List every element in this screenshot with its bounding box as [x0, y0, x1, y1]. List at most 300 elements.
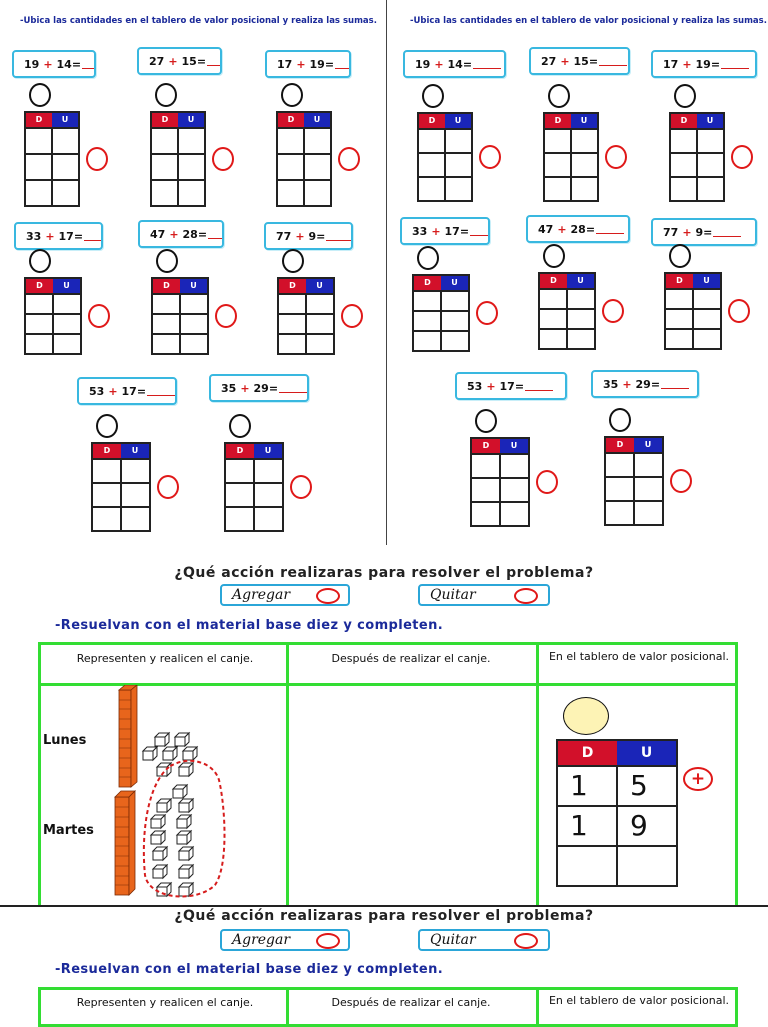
tens-cell[interactable]	[278, 155, 303, 179]
unit-cube	[179, 883, 193, 896]
tens-cell[interactable]	[419, 154, 444, 176]
activity-subtitle: -Resuelvan con el material base diez y completen.	[55, 962, 444, 977]
carry-circle[interactable]	[543, 244, 565, 268]
tens-cell[interactable]	[153, 335, 179, 353]
board-row	[419, 128, 471, 152]
tens-cell[interactable]	[26, 335, 52, 353]
result-circle[interactable]	[479, 145, 501, 169]
units-cell[interactable]	[444, 178, 471, 200]
board-header	[278, 113, 330, 127]
question-text: ¿Qué acción realizaras para resolver el problema?	[174, 565, 594, 581]
carry-circle[interactable]	[281, 83, 303, 107]
tens-cell[interactable]	[545, 130, 570, 152]
answer-oval[interactable]	[563, 697, 609, 735]
units-cell[interactable]	[440, 292, 468, 310]
units-header: U	[445, 114, 471, 128]
units-cell[interactable]	[440, 332, 468, 350]
tens-cell[interactable]	[472, 479, 499, 501]
unit-cubes	[143, 733, 197, 896]
answer-blank[interactable]	[82, 60, 94, 69]
carry-circle[interactable]	[156, 249, 178, 273]
result-circle[interactable]	[338, 147, 360, 171]
remove-option-button[interactable]	[418, 584, 550, 606]
units-cell[interactable]: 5	[616, 767, 676, 805]
base-ten-blocks	[107, 685, 307, 907]
tens-cell[interactable]	[26, 129, 51, 153]
place-value-board	[538, 272, 596, 350]
units-cell[interactable]	[51, 129, 78, 153]
board-header	[540, 274, 594, 288]
place-value-board	[150, 111, 206, 207]
addend-b: 17=	[121, 384, 147, 398]
board-row	[279, 293, 333, 313]
instruction-text: -Ubica las cantidades en el tablero de valor posicional y realiza las sumas.	[20, 16, 377, 26]
units-cell[interactable]	[499, 503, 528, 525]
tens-cell[interactable]	[226, 508, 253, 530]
problem-box	[400, 217, 490, 245]
units-cell[interactable]	[570, 154, 597, 176]
plus-operator: +	[431, 224, 441, 238]
tens-cell[interactable]	[278, 181, 303, 205]
table-divider	[536, 990, 539, 1024]
place-value-board	[470, 437, 530, 527]
units-header: U	[121, 444, 149, 458]
units-cell[interactable]	[692, 330, 720, 348]
units-cell[interactable]	[51, 155, 78, 179]
board-row	[26, 179, 78, 205]
units-cell[interactable]	[566, 310, 594, 328]
units-cell[interactable]	[305, 295, 333, 313]
answer-blank[interactable]	[207, 57, 220, 66]
addend-b: 29=	[253, 381, 279, 395]
tens-header: D	[558, 741, 617, 765]
answer-blank[interactable]	[525, 382, 553, 391]
units-cell[interactable]	[120, 460, 149, 482]
tens-cell[interactable]	[545, 154, 570, 176]
tens-cell[interactable]	[540, 310, 566, 328]
units-cell[interactable]	[52, 315, 80, 333]
unit-cube	[153, 847, 167, 860]
carry-circle[interactable]	[609, 408, 631, 432]
table-row	[558, 805, 676, 845]
unit-cube	[173, 785, 187, 798]
result-circle[interactable]	[88, 304, 110, 328]
place-value-board	[24, 277, 82, 355]
tens-header: D	[414, 276, 441, 290]
carry-circle[interactable]	[475, 409, 497, 433]
units-cell[interactable]	[696, 178, 723, 200]
units-cell[interactable]	[692, 290, 720, 308]
tens-cell[interactable]	[153, 295, 179, 313]
board-row	[26, 153, 78, 179]
units-header: U	[180, 279, 207, 293]
tens-cell[interactable]	[152, 181, 177, 205]
units-cell[interactable]	[52, 295, 80, 313]
day-label-martes: Martes	[43, 823, 94, 838]
units-cell[interactable]	[253, 484, 282, 506]
tens-cell[interactable]	[540, 290, 566, 308]
board-row	[278, 153, 330, 179]
units-cell[interactable]: 9	[616, 807, 676, 845]
tens-cell[interactable]	[226, 484, 253, 506]
tens-cell[interactable]	[93, 484, 120, 506]
problem-box	[209, 374, 309, 402]
tens-cell[interactable]: 1	[570, 809, 588, 842]
units-header: U	[254, 444, 282, 458]
plus-operator: +	[43, 57, 53, 71]
day-label-lunes: Lunes	[43, 733, 87, 748]
units-cell[interactable]	[570, 130, 597, 152]
units-cell[interactable]	[177, 155, 204, 179]
addend-b: 14=	[56, 57, 82, 71]
answer-blank[interactable]	[335, 60, 349, 69]
tens-cell[interactable]	[414, 292, 440, 310]
table-row	[558, 765, 676, 805]
answer-blank[interactable]	[279, 384, 307, 393]
addend-a: 47	[538, 222, 554, 236]
board-row	[279, 313, 333, 333]
board-row	[278, 179, 330, 205]
problem-box	[138, 220, 224, 248]
tens-cell[interactable]	[93, 460, 120, 482]
units-cell[interactable]	[253, 508, 282, 530]
tens-cell[interactable]	[545, 178, 570, 200]
tens-header: D	[419, 114, 445, 128]
units-cell[interactable]	[444, 154, 471, 176]
tens-cell[interactable]	[26, 295, 52, 313]
addend-b: 28=	[570, 222, 596, 236]
units-cell[interactable]	[179, 295, 207, 313]
tens-cell[interactable]	[472, 503, 499, 525]
board-row	[545, 152, 597, 176]
problem-box	[651, 50, 757, 78]
tens-cell[interactable]	[93, 508, 120, 530]
tens-cell[interactable]	[666, 330, 692, 348]
carry-circle[interactable]	[669, 244, 691, 268]
place-value-board	[277, 277, 335, 355]
tens-header: D	[666, 274, 693, 288]
units-cell[interactable]	[444, 130, 471, 152]
board-row	[152, 127, 204, 153]
tens-header: D	[279, 279, 306, 293]
place-value-board	[669, 112, 725, 202]
answer-blank[interactable]	[208, 230, 222, 239]
board-row	[226, 506, 282, 530]
board-header	[545, 114, 597, 128]
add-option-button[interactable]	[220, 584, 350, 606]
units-cell[interactable]	[499, 455, 528, 477]
board-row	[153, 313, 207, 333]
tens-cell[interactable]	[419, 178, 444, 200]
units-cell[interactable]	[696, 154, 723, 176]
tens-cell[interactable]	[666, 290, 692, 308]
addend-b: 9=	[695, 225, 713, 239]
units-header: U	[697, 114, 723, 128]
units-header: U	[634, 438, 662, 452]
tens-cell[interactable]	[152, 155, 177, 179]
units-cell[interactable]	[120, 484, 149, 506]
units-cell[interactable]	[616, 847, 676, 885]
place-value-board	[151, 277, 209, 355]
problem-box	[526, 215, 630, 243]
board-row	[26, 293, 80, 313]
board-header	[472, 439, 528, 453]
unit-cube	[163, 747, 177, 760]
units-header: U	[567, 274, 594, 288]
result-circle[interactable]	[212, 147, 234, 171]
board-row	[472, 453, 528, 477]
board-row	[153, 293, 207, 313]
remove-option-label: Quitar	[430, 932, 476, 948]
unit-cube	[179, 865, 193, 878]
units-cell[interactable]	[303, 155, 330, 179]
tens-cell[interactable]	[606, 454, 633, 476]
problem-box	[651, 218, 757, 246]
remove-option-circle[interactable]	[514, 933, 538, 949]
result-circle[interactable]	[728, 299, 750, 323]
addend-b: 15=	[573, 54, 599, 68]
board-row	[606, 452, 662, 476]
carry-circle[interactable]	[29, 249, 51, 273]
addend-b: 28=	[182, 227, 208, 241]
carry-circle[interactable]	[229, 414, 251, 438]
tens-cell[interactable]	[414, 312, 440, 330]
add-option-circle[interactable]	[316, 933, 340, 949]
board-row	[419, 176, 471, 200]
board-header	[419, 114, 471, 128]
board-row	[419, 152, 471, 176]
board-header	[152, 113, 204, 127]
carry-circle[interactable]	[422, 84, 444, 108]
units-cell[interactable]	[305, 335, 333, 353]
addend-b: 15=	[181, 54, 207, 68]
board-row	[152, 153, 204, 179]
board-row	[606, 500, 662, 524]
carry-circle[interactable]	[548, 84, 570, 108]
units-cell[interactable]	[253, 460, 282, 482]
answer-blank[interactable]	[326, 232, 351, 241]
carry-circle[interactable]	[417, 246, 439, 270]
tens-cell[interactable]	[414, 332, 440, 350]
problem-box	[14, 222, 103, 250]
result-circle[interactable]	[290, 475, 312, 499]
board-row	[279, 333, 333, 353]
board-row	[545, 128, 597, 152]
plus-operator: +	[622, 377, 632, 391]
activity-subtitle: -Resuelvan con el material base diez y completen.	[55, 618, 444, 633]
units-cell[interactable]	[179, 315, 207, 333]
carry-circle[interactable]	[674, 84, 696, 108]
problem-box	[591, 370, 699, 398]
tens-cell[interactable]	[278, 129, 303, 153]
tens-cell[interactable]	[279, 335, 305, 353]
unit-cube	[143, 747, 157, 760]
units-cell[interactable]	[566, 290, 594, 308]
units-cell[interactable]	[499, 479, 528, 501]
plus-operator: +	[45, 229, 55, 243]
units-cell[interactable]	[570, 178, 597, 200]
tens-cell[interactable]	[671, 154, 696, 176]
units-cell[interactable]	[179, 335, 207, 353]
plus-operator: +	[486, 379, 496, 393]
tens-cell[interactable]	[279, 315, 305, 333]
col2-header: Después de realizar el canje.	[331, 652, 491, 665]
add-option-circle[interactable]	[316, 588, 340, 604]
plus-operator: +	[296, 57, 306, 71]
addend-b: 17=	[499, 379, 525, 393]
result-circle[interactable]	[341, 304, 363, 328]
plus-operator: +	[169, 227, 179, 241]
tens-header: D	[606, 438, 634, 452]
result-circle[interactable]	[605, 145, 627, 169]
answer-blank[interactable]	[84, 232, 101, 241]
addend-a: 17	[277, 57, 293, 71]
place-value-board	[604, 436, 664, 526]
units-cell[interactable]	[633, 502, 662, 524]
result-circle[interactable]	[476, 301, 498, 325]
carry-circle[interactable]	[96, 414, 118, 438]
tens-cell[interactable]	[152, 129, 177, 153]
units-cell[interactable]	[303, 181, 330, 205]
board-row	[93, 506, 149, 530]
tens-cell[interactable]	[279, 295, 305, 313]
units-header: U	[571, 114, 597, 128]
board-row	[278, 127, 330, 153]
answer-blank[interactable]	[661, 380, 689, 389]
remove-option-button[interactable]	[418, 929, 550, 951]
carry-circle[interactable]	[155, 83, 177, 107]
addend-a: 35	[603, 377, 619, 391]
place-value-board	[412, 274, 470, 352]
carry-circle[interactable]	[29, 83, 51, 107]
tens-cell[interactable]: 1	[570, 769, 588, 802]
board-row	[472, 477, 528, 501]
tens-header: D	[153, 279, 180, 293]
answer-blank[interactable]	[721, 60, 749, 69]
addend-b: 17=	[444, 224, 470, 238]
units-cell[interactable]	[120, 508, 149, 530]
answer-blank[interactable]	[713, 228, 741, 237]
units-cell[interactable]	[633, 478, 662, 500]
units-cell[interactable]	[303, 129, 330, 153]
tens-cell[interactable]	[472, 455, 499, 477]
remove-option-label: Quitar	[430, 587, 476, 603]
unit-cube	[183, 747, 197, 760]
units-cell[interactable]	[305, 315, 333, 333]
add-option-button[interactable]	[220, 929, 350, 951]
problem-box	[529, 47, 630, 75]
problem-box	[265, 50, 351, 78]
board-header	[279, 279, 333, 293]
answer-blank[interactable]	[147, 387, 175, 396]
tens-cell[interactable]	[153, 315, 179, 333]
addend-a: 53	[467, 379, 483, 393]
result-circle[interactable]	[157, 475, 179, 499]
tens-cell[interactable]	[558, 847, 616, 885]
result-circle[interactable]	[602, 299, 624, 323]
addend-a: 17	[663, 57, 679, 71]
tens-cell[interactable]	[666, 310, 692, 328]
board-row	[93, 482, 149, 506]
board-header	[226, 444, 282, 458]
units-cell[interactable]	[177, 129, 204, 153]
tens-cell[interactable]	[26, 181, 51, 205]
units-header: U	[306, 279, 333, 293]
units-cell[interactable]	[52, 335, 80, 353]
unit-cube	[153, 865, 167, 878]
addend-b: 9=	[308, 229, 326, 243]
tens-cell[interactable]	[606, 478, 633, 500]
answer-blank[interactable]	[473, 60, 501, 69]
board-row	[540, 328, 594, 348]
table-divider	[286, 990, 289, 1024]
tens-cell[interactable]	[226, 460, 253, 482]
carry-circle[interactable]	[282, 249, 304, 273]
units-cell[interactable]	[51, 181, 78, 205]
problem-box	[137, 47, 222, 75]
tens-cell[interactable]	[26, 155, 51, 179]
board-row	[666, 308, 720, 328]
col1-header: Representen y realicen el canje.	[76, 652, 254, 665]
tens-cell[interactable]	[671, 130, 696, 152]
question-text: ¿Qué acción realizaras para resolver el problema?	[174, 908, 594, 924]
units-cell[interactable]	[177, 181, 204, 205]
plus-operator: +	[682, 225, 692, 239]
place-value-board	[543, 112, 599, 202]
unit-cube	[151, 831, 165, 844]
tens-header: D	[26, 279, 53, 293]
result-circle[interactable]	[86, 147, 108, 171]
unit-cube	[179, 763, 193, 776]
units-cell[interactable]	[692, 310, 720, 328]
unit-cube	[179, 847, 193, 860]
place-value-board	[24, 111, 80, 207]
tens-cell[interactable]	[540, 330, 566, 348]
result-circle[interactable]	[536, 470, 558, 494]
tens-header: D	[226, 444, 254, 458]
tens-header: D	[472, 439, 500, 453]
tens-cell[interactable]	[671, 178, 696, 200]
units-cell[interactable]	[566, 330, 594, 348]
board-row	[226, 458, 282, 482]
remove-option-circle[interactable]	[514, 588, 538, 604]
tens-cell[interactable]	[26, 315, 52, 333]
board-row	[26, 333, 80, 353]
tens-header: D	[278, 113, 304, 127]
result-circle[interactable]	[215, 304, 237, 328]
place-value-table	[556, 739, 678, 887]
answer-blank[interactable]	[599, 57, 627, 66]
unit-cube	[151, 815, 165, 828]
units-cell[interactable]	[633, 454, 662, 476]
tens-cell[interactable]	[419, 130, 444, 152]
board-header	[606, 438, 662, 452]
plus-operator: +	[557, 222, 567, 236]
tens-cell[interactable]	[606, 502, 633, 524]
result-circle[interactable]	[670, 469, 692, 493]
units-header: U	[53, 279, 80, 293]
answer-blank[interactable]	[596, 225, 624, 234]
board-header	[93, 444, 149, 458]
answer-blank[interactable]	[470, 227, 488, 236]
addend-a: 53	[89, 384, 105, 398]
addend-b: 19=	[309, 57, 335, 71]
result-circle[interactable]	[731, 145, 753, 169]
addend-a: 27	[149, 54, 165, 68]
units-cell[interactable]	[696, 130, 723, 152]
addend-a: 33	[412, 224, 428, 238]
units-cell[interactable]	[440, 312, 468, 330]
